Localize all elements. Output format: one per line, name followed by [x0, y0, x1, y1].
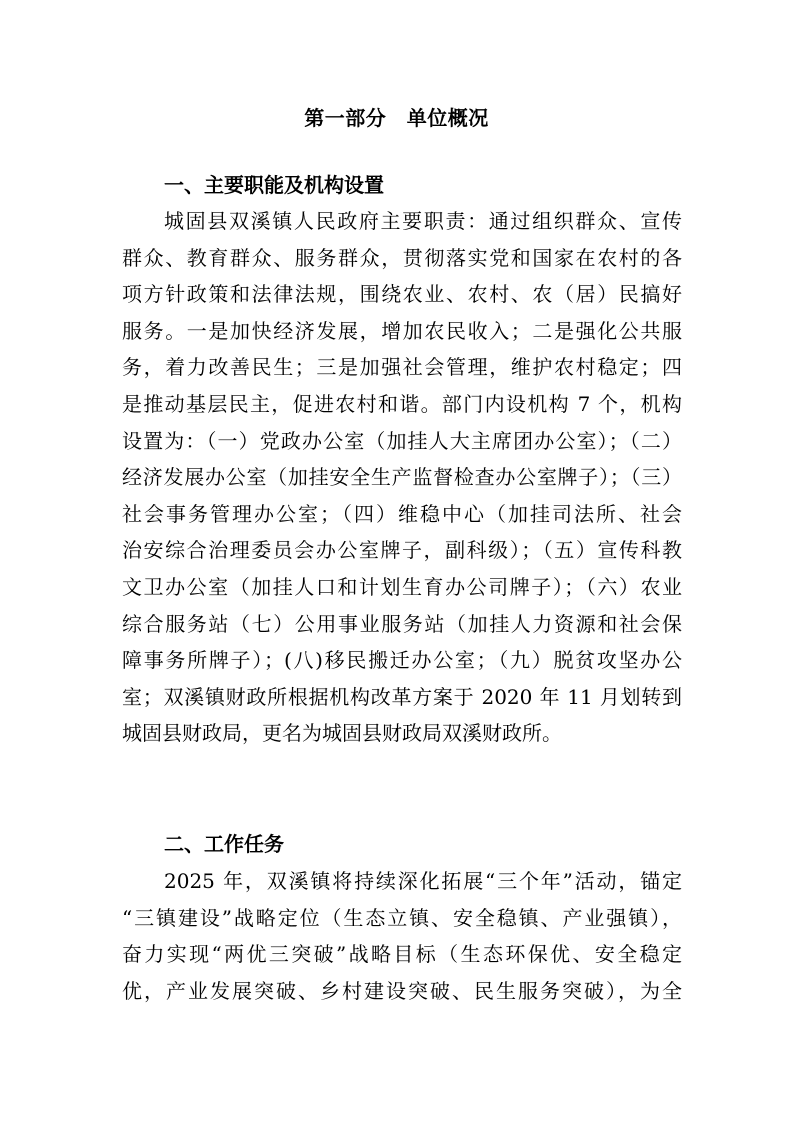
paragraph-line: 社会事务管理办公室；（四）维稳中心（加挂司法所、社会 [122, 501, 682, 526]
paragraph-line: 文卫办公室（加挂人口和计划生育办公司牌子）；（六）农业 [122, 574, 682, 599]
paragraph-line: 城固县双溪镇人民政府主要职责：通过组织群众、宣传 [164, 209, 682, 233]
paragraph-line: 室；双溪镇财政所根据机构改革方案于 2020 年 11 月划转到 [122, 684, 682, 709]
section-heading-functions-structure: 一、主要职能及机构设置 [164, 173, 384, 197]
section-body-work-tasks [122, 863, 682, 1009]
section-heading-work-tasks: 二、工作任务 [164, 832, 284, 856]
paragraph-line: 奋力实现“两优三突破”战略目标（生态环保优、安全稳定 [122, 942, 682, 967]
paragraph-line: “三镇建设”战略定位（生态立镇、安全稳镇、产业强镇）， [122, 905, 682, 930]
paragraph-line: 务，着力改善民生；三是加强社会管理，维护农村稳定；四 [122, 355, 682, 380]
section-body-functions-structure [122, 203, 682, 752]
paragraph-line: 服务。一是加快经济发展，增加农民收入；二是强化公共服 [122, 318, 682, 343]
paragraph-line: 2025 年，双溪镇将持续深化拓展“三个年”活动，锚定 [164, 869, 682, 893]
paragraph-line: 障事务所牌子）；(八)移民搬迁办公室；（九）脱贫攻坚办公 [122, 648, 682, 673]
paragraph-line: 经济发展办公室（加挂安全生产监督检查办公室牌子）；（三） [122, 465, 682, 490]
paragraph-line: 设置为：（一）党政办公室（加挂人大主席团办公室）；（二） [122, 428, 682, 453]
paragraph-line: 综合服务站（七）公用事业服务站（加挂人力资源和社会保 [122, 611, 682, 636]
page-title: 第一部分 单位概况 [304, 106, 489, 130]
paragraph-line: 城固县财政局，更名为城固县财政局双溪财政所。 [122, 721, 562, 746]
paragraph-line: 是推动基层民主，促进农村和谐。部门内设机构 7 个，机构 [122, 391, 682, 416]
paragraph-line: 项方针政策和法律法规，围绕农业、农村、农（居）民搞好 [122, 282, 682, 307]
paragraph-line: 优，产业发展突破、乡村建设突破、民生服务突破），为全 [122, 978, 682, 1003]
paragraph-line: 群众、教育群众、服务群众，贯彻落实党和国家在农村的各 [122, 245, 682, 270]
paragraph-line: 治安综合治理委员会办公室牌子，副科级）；（五）宣传科教 [122, 538, 682, 563]
